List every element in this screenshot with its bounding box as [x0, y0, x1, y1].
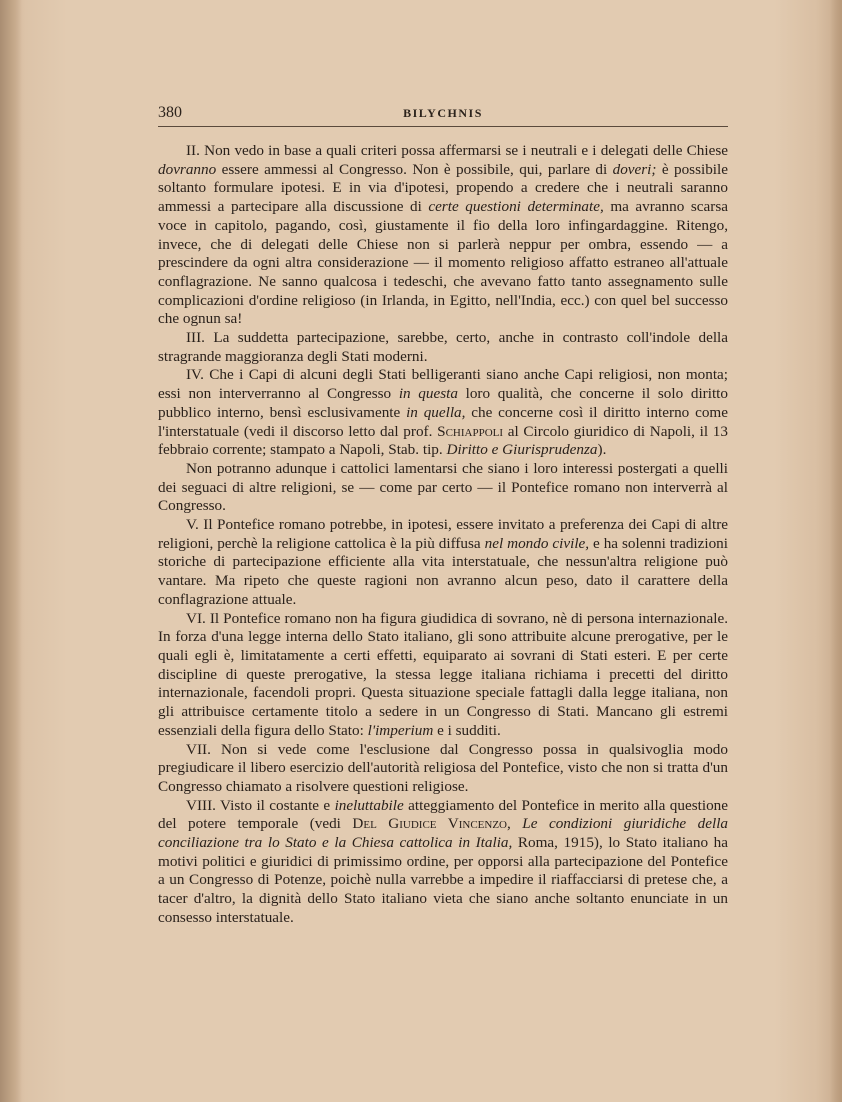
text-run: ).	[597, 441, 607, 459]
text-run: e ha solenni tradizioni storiche di partecipazione efficiente alla vita interstatuale, che nessun'altra religione può vantare. Ma ripeto che queste ragioni non avranno alcun peso, dato il carattere della conflagrazione attuale.	[158, 534, 728, 608]
text-run: che concerne così il diritto interno come l'interstatuale (vedi il discorso letto dal prof.	[158, 403, 728, 440]
text-run: loro qualità, che concerne il solo diritto pubblico interno, bensì esclusivamente	[158, 385, 728, 421]
italic-text: nel mondo civile,	[484, 534, 590, 552]
text-run: atteggiamento del Pontefice in merito alla questione del potere temporale (vedi	[158, 796, 728, 833]
running-title: BILYCHNIS	[403, 106, 483, 120]
text-run: VII. Non si vede come l'esclusione dal Congresso possa in qualsivoglia modo pregiudicare il libero esercizio dell'autorità religiosa del Pontefice, visto che non si tratta d'un Congresso chiamato a risolvere questioni religiose.	[158, 740, 728, 795]
italic-text: certe questioni determinate,	[428, 198, 604, 216]
italic-text: ineluttabile	[334, 796, 404, 814]
italic-text: Le condizioni giuridiche della conciliazione tra lo Stato e la Chiesa cattolica in Italia,	[158, 815, 729, 852]
text-run: è possibile soltanto formulare ipotesi. E in via d'ipotesi, propendo a credere che i neutrali saranno ammessi a partecipare alla discussione di	[158, 160, 728, 216]
paragraph	[158, 741, 728, 797]
paragraph	[158, 366, 728, 460]
text-run: al Circolo giuridico di Napoli, il 13 febbraio corrente; stampato a Napoli, Stab. tip.	[158, 422, 728, 459]
text-run: e i sudditi.	[433, 721, 501, 739]
text-run: Non potranno adunque i cattolici lamentarsi che siano i loro interessi postergati a quelli dei seguaci di altre religioni, se — come par certo — il Pontefice romano non interverrà al Congresso.	[158, 459, 728, 515]
small-caps-text: Schiappoli	[437, 422, 504, 440]
italic-text: Diritto e Giurisprudenza	[446, 441, 598, 459]
text-run: essere ammessi al Congresso. Non è possibile, qui, parlare di	[216, 160, 613, 178]
paragraph	[158, 460, 728, 516]
paragraph	[158, 329, 728, 366]
text-run: II. Non vedo in base a quali criteri possa affermarsi se i neutrali e i delegati delle Chiese	[186, 142, 728, 159]
page-header	[158, 104, 728, 126]
text-run: V. Il Pontefice romano potrebbe, in ipotesi, essere invitato a preferenza dei Capi di altre religioni, perchè la religione cattolica è la più diffusa	[158, 516, 728, 552]
text-run: VI. Il Pontefice romano non ha figura giudidica di sovrano, nè di persona internazionale. In forza d'una legge interna dello Stato italiano, gli sono attribuite alcune prerogative, per le quali egli è, limitatamente a certi effetti, equiparato ai sovrani di Stati esteri. E per certe discipline di queste prerogative, la stessa legge italiana richiama i precetti del diritto internazionale, facendoli propri. Questa situazione speciale fattagli dalla legge italiana, non gli attribuisce certamente titolo a sedere in un Congresso di Stati. Mancano gli estremi essenziali della figura dello Stato:	[158, 609, 728, 739]
text-run: Roma, 1915), lo Stato italiano ha motivi politici e giuridici di primissimo ordine, per opporsi alla partecipazione del Pontefice a un Congresso di Potenze, poichè nulla varrebbe a impedire il riaffacciarsi di pretese che, a tacer d'altro, la dignità dello Stato italiano vieta che siano anche soltanto enunciate in un consesso interstatuale.	[158, 834, 728, 926]
text-run: IV. Che i Capi di alcuni degli Stati belligeranti siano anche Capi religiosi, non monta; essi non interverranno al Congresso	[158, 366, 728, 403]
header-rule	[158, 126, 728, 127]
text-run: ma avranno scarsa voce in capitolo, pagando, così, giustamente il fio della loro infingardaggine. Ritengo, invece, che di delegati delle Chiese non si parlerà neppur per ombra, essendo — a prescindere da ogni altra considerazione — il momento religioso affatto estraneo all'attuale conflagrazione. Ne sanno qualcosa i tedeschi, che avevano fatto tanto assegnamento sulle complicazioni d'ordine religioso (in Irlanda, in Egitto, nell'India, ecc.) con quel bel successo che ognun sa!	[158, 198, 728, 328]
page-edge-shadow	[830, 0, 842, 1102]
text-run	[511, 815, 523, 832]
italic-text: doveri;	[612, 160, 657, 178]
italic-text: l'imperium	[367, 721, 434, 739]
article-body	[158, 142, 728, 928]
italic-text: in questa	[398, 385, 458, 403]
paragraph	[158, 142, 728, 329]
paragraph	[158, 797, 728, 928]
paragraph	[158, 516, 728, 610]
small-caps-text: Del Giudice Vincenzo,	[352, 815, 511, 833]
italic-text: dovranno	[158, 160, 217, 178]
page-number: 380	[158, 104, 182, 121]
paragraph	[158, 610, 728, 741]
text-run: VIII. Visto il costante e	[186, 796, 335, 814]
text-run: III. La suddetta partecipazione, sarebbe, certo, anche in contrasto coll'indole della stragrande maggioranza degli Stati moderni.	[158, 329, 728, 365]
italic-text: in quella,	[406, 403, 466, 421]
page-binding-shadow	[0, 0, 22, 1102]
